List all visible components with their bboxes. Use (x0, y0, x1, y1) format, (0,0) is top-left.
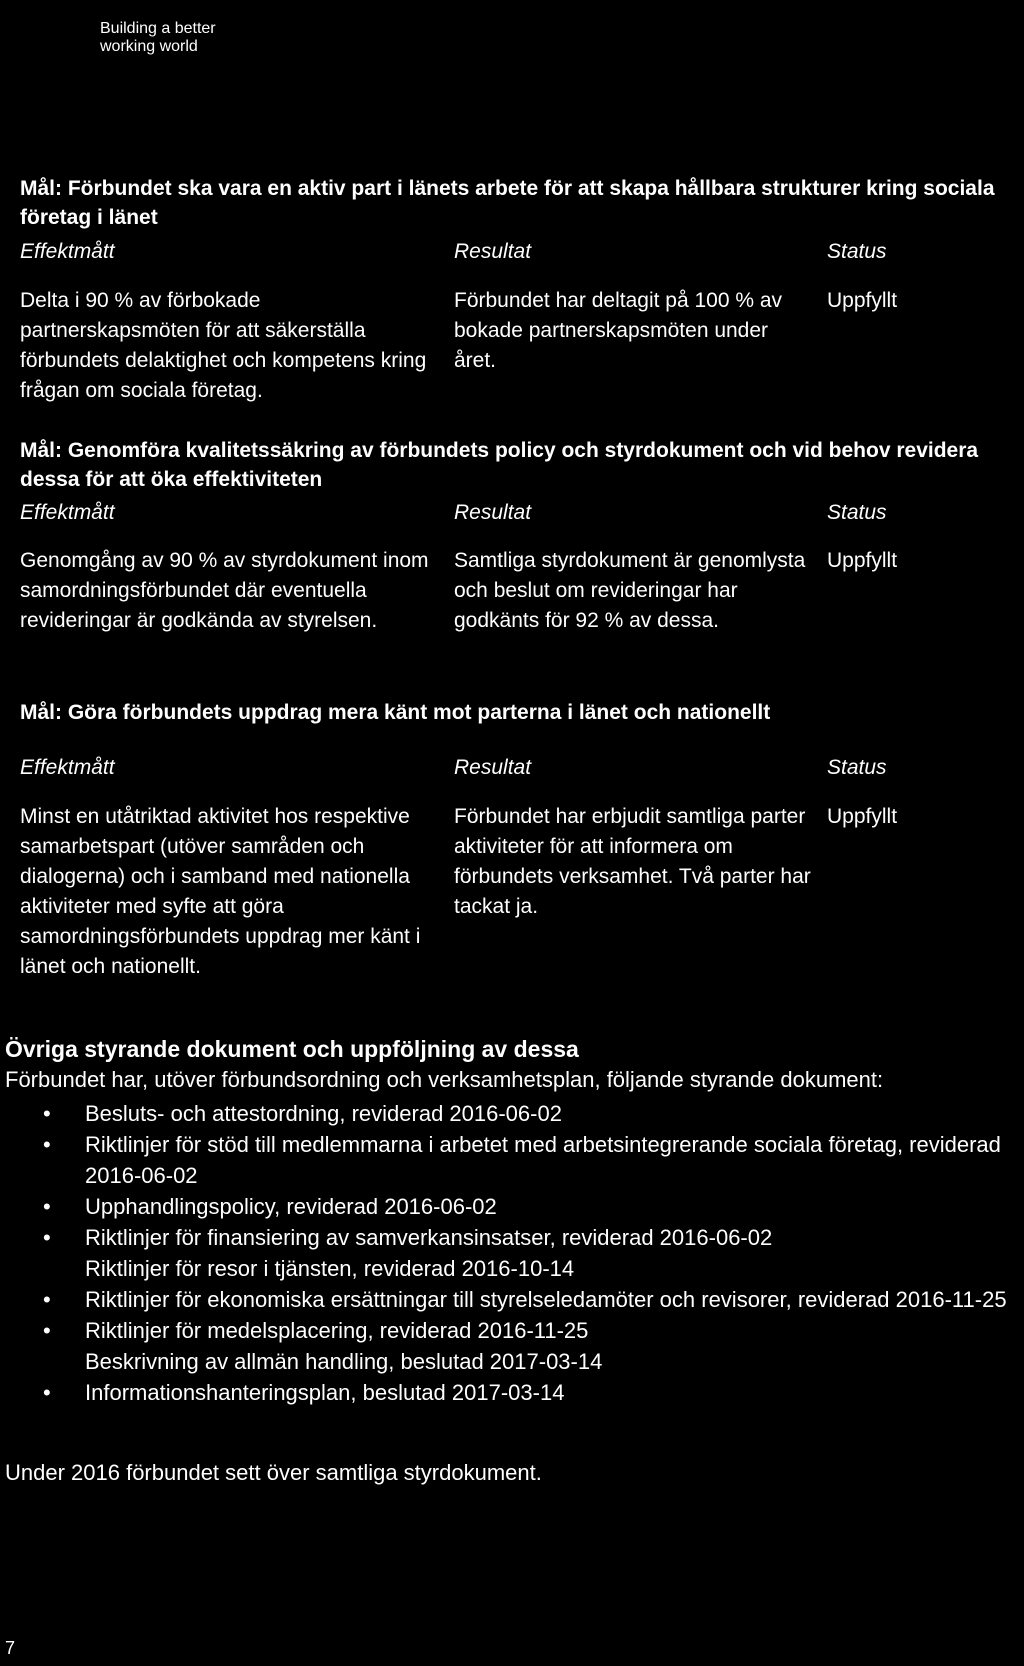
list-item-text: Riktlinjer för medelsplacering, reviderad 2016-11-25 (85, 1318, 589, 1343)
goal-1-header-status: Status (827, 240, 887, 263)
list-item (0, 1098, 1024, 1129)
goal-1-measure: Delta i 90 % av förbokade partnerskapsmöten för att säkerställa förbundets delaktighet och kompetens kring frågan om sociala företag. (20, 289, 427, 402)
goal-1-status: Uppfyllt (827, 289, 898, 312)
brand-line-1: Building a better (100, 20, 216, 37)
goal-2-header-measure: Effektmått (20, 501, 115, 524)
section-intro: Förbundet har, utöver förbundsordning och verksamhetsplan, följande styrande dokument: (5, 1067, 884, 1092)
bullet-icon: • (43, 1194, 51, 1219)
goal-2-measure: Genomgång av 90 % av styrdokument inom samordningsförbundet där eventuella revideringar är godkända av styrelsen. (20, 549, 429, 632)
closing-text: Under 2016 förbundet sett över samtliga styrdokument. (5, 1460, 542, 1485)
goal-1-result: Förbundet har deltagit på 100 % av bokade partnerskapsmöten under året. (454, 289, 783, 372)
goal-3-header-result: Resultat (454, 756, 532, 779)
page-number: 7 (5, 1638, 16, 1658)
goal-2-result: Samtliga styrdokument är genomlysta och beslut om revideringar har godkänts för 92 % av dessa. (454, 549, 806, 632)
goal-3-result: Förbundet har erbjudit samtliga parter aktiviteter för att informera om förbundets verksamhet. Två parter har tackat ja. (454, 805, 811, 918)
bullet-icon: • (43, 1380, 51, 1405)
section-title: Övriga styrande dokument och uppföljning av dessa (5, 1036, 579, 1062)
list-item (0, 1346, 1024, 1377)
list-item (0, 1315, 1024, 1346)
list-item (0, 1253, 1024, 1284)
goal-3-header-status: Status (827, 756, 887, 779)
list-item (0, 1191, 1024, 1222)
bullet-icon: • (43, 1101, 51, 1126)
bullet-icon: • (43, 1132, 51, 1157)
list-item-text: Beskrivning av allmän handling, beslutad 2017-03-14 (85, 1349, 603, 1374)
document-list (0, 1098, 1024, 1408)
list-item (0, 1222, 1024, 1253)
list-item-text: Riktlinjer för ekonomiska ersättningar till styrelseledamöter och revisorer, reviderad 2016-11-25 (85, 1287, 1007, 1312)
list-item-text: Riktlinjer för stöd till medlemmarna i arbetet med arbetsintegrerande sociala företag, reviderad 2016-06-02 (85, 1132, 1001, 1188)
goal-1-header-result: Resultat (454, 240, 532, 263)
list-item-text: Upphandlingspolicy, reviderad 2016-06-02 (85, 1194, 497, 1219)
bullet-icon: • (43, 1225, 51, 1250)
goal-2-header-status: Status (827, 501, 887, 524)
goal-2-title: Mål: Genomföra kvalitetssäkring av förbundets policy och styrdokument och vid behov revidera dessa för att öka effektiviteten (20, 439, 979, 491)
bullet-icon: • (43, 1287, 51, 1312)
brand-tagline (100, 20, 216, 56)
list-item-text: Riktlinjer för resor i tjänsten, reviderad 2016-10-14 (85, 1256, 575, 1281)
brand-line-2: working world (100, 38, 198, 55)
goal-2-status: Uppfyllt (827, 549, 898, 572)
list-item (0, 1129, 1024, 1191)
list-item-text: Riktlinjer för finansiering av samverkansinsatser, reviderad 2016-06-02 (85, 1225, 773, 1250)
list-item-text: Informationshanteringsplan, beslutad 2017-03-14 (85, 1380, 565, 1405)
list-item (0, 1377, 1024, 1408)
goal-2-header-result: Resultat (454, 501, 532, 524)
goal-3-header-measure: Effektmått (20, 756, 115, 779)
list-item (0, 1284, 1024, 1315)
bullet-icon: • (43, 1318, 51, 1343)
goal-3-measure: Minst en utåtriktad aktivitet hos respektive samarbetspart (utöver samråden och dialogerna) och i samband med nationella aktiviteter med syfte att göra samordningsförbundets uppdrag mer känt i länet och nationellt. (20, 805, 421, 978)
goal-3-title: Mål: Göra förbundets uppdrag mera känt mot parterna i länet och nationellt (20, 701, 771, 724)
list-item-text: Besluts- och attestordning, reviderad 2016-06-02 (85, 1101, 562, 1126)
goal-3-status: Uppfyllt (827, 805, 898, 828)
goal-1-header-measure: Effektmått (20, 240, 115, 263)
goal-1-title: Mål: Förbundet ska vara en aktiv part i länets arbete för att skapa hållbara strukturer kring sociala företag i länet (20, 177, 995, 229)
